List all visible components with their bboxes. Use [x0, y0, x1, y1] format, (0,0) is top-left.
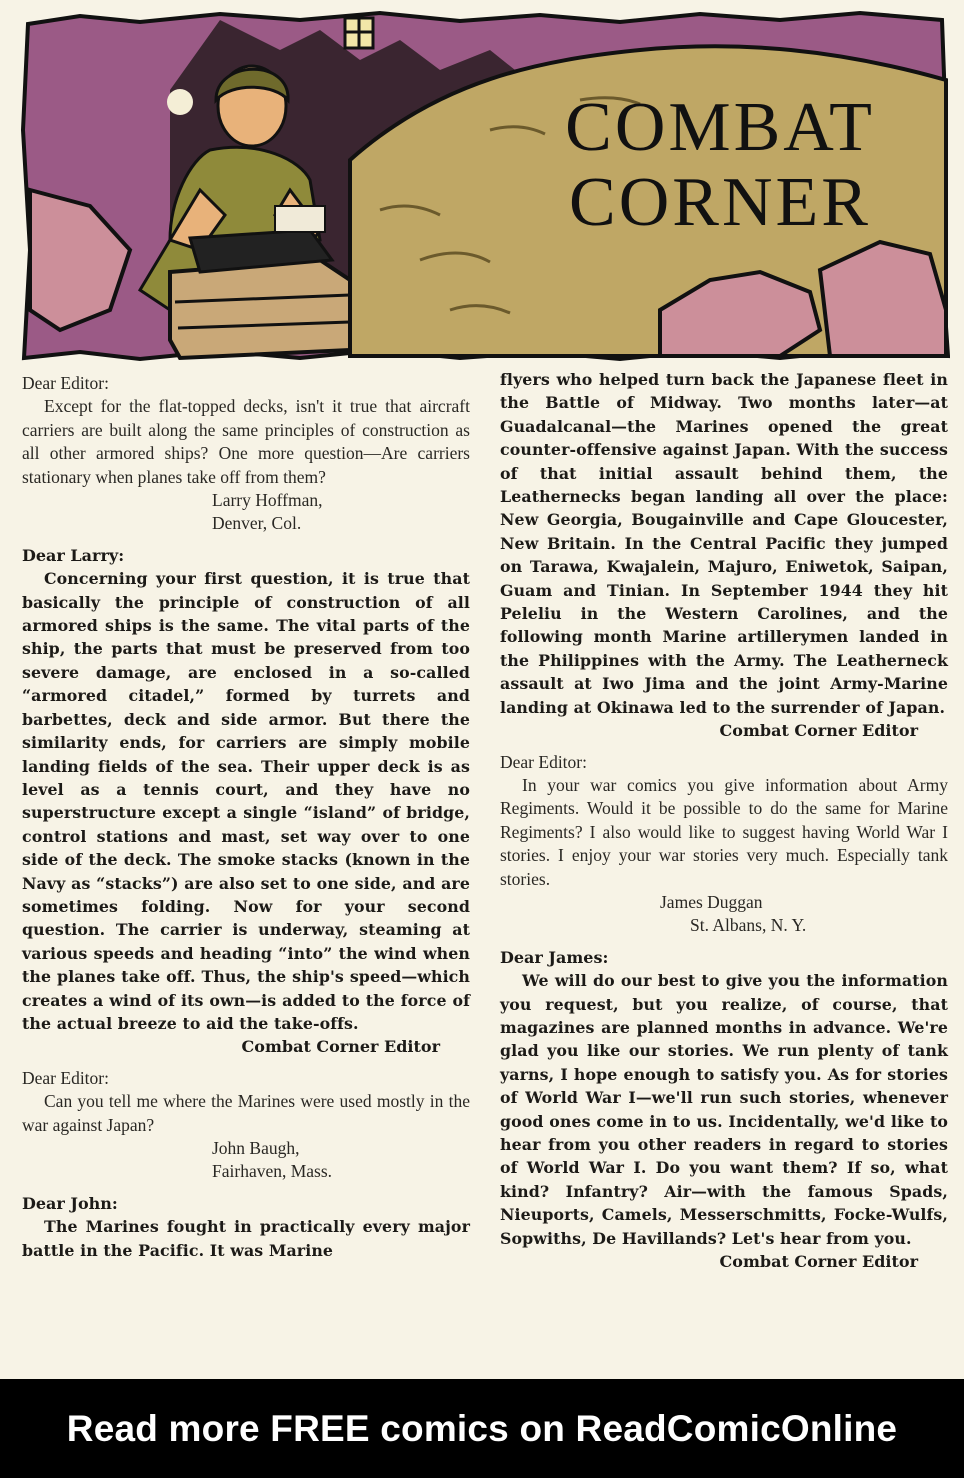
banner-title-line1: COMBAT [565, 89, 875, 166]
footer-link-text[interactable]: Read more FREE comics on ReadComicOnline [66, 1407, 898, 1449]
letter-duggan [500, 751, 948, 938]
letter-hoffman [22, 372, 470, 536]
header-banner [20, 10, 950, 362]
letter-signer-place: St. Albans, N. Y. [690, 915, 807, 936]
reply-body-part1: The Marines fought in practically every major battle in the Pacific. It was Marine [22, 1217, 470, 1260]
reply-salutation: Dear Larry: [22, 545, 125, 565]
letter-salutation: Dear Editor: [22, 1067, 109, 1088]
letter-salutation: Dear Editor: [500, 751, 587, 772]
editor-signature: Combat Corner Editor [719, 1252, 918, 1272]
banner-illustration [20, 10, 950, 362]
reply-john-continued [500, 368, 948, 743]
letter-signer-name: Larry Hoffman, [212, 490, 323, 511]
reply-salutation: Dear James: [500, 947, 609, 967]
paper-shape [275, 206, 325, 232]
editor-signature: Combat Corner Editor [241, 1037, 440, 1057]
letter-salutation: Dear Editor: [22, 373, 109, 393]
letter-signer-name: James Duggan [660, 891, 763, 912]
footer-bar [0, 1379, 964, 1478]
letter-body: Can you tell me where the Marines were used mostly in the war against Japan? [22, 1091, 470, 1135]
right-column [500, 368, 948, 1281]
banner-title-line2: CORNER [569, 164, 871, 241]
reply-body: Concerning your first question, it is true that basically the principle of construction of all armored ships is the same. The vital parts of the ship, the parts that must be preserved from too severe damage, are enclosed in a so-called “armored citadel,” formed by turrets and barbettes, deck and side armor. But there the similarity ends, for carriers are simply mobile landing fields of the sea. Their upper deck is as level as a tennis court, and they have no superstructure except a single “island” of bridge, control stations and mast, set way over to one side of the deck. The smoke stacks (known in the Navy as “stacks”) are also set to one side, and are sometimes folding. Now for your second question. The carrier is underway, steaming at various speeds and heading “into” the wind when the planes take off. Thus, the ship's speed—which creates a wind of its own—is added to the force of the actual breeze to aid the take-offs. [22, 569, 470, 1033]
reply-john-start [22, 1192, 470, 1262]
letter-baugh [22, 1067, 470, 1184]
moon-shape [167, 89, 193, 115]
letter-body: In your war comics you give information about Army Regiments. Would it be possible to do the same for Marine Regiments? I also would like to suggest having World War I stories. I enjoy your war stories very much. Especially tank stories. [500, 774, 948, 889]
reply-salutation: Dear John: [22, 1193, 118, 1213]
reply-larry [22, 544, 470, 1059]
letter-signer-place: Denver, Col. [212, 513, 302, 534]
letter-signer-place: Fairhaven, Mass. [212, 1161, 333, 1182]
rock-shape-2 [820, 242, 946, 356]
reply-body-part2: flyers who helped turn back the Japanese fleet in the Battle of Midway. Two months later—at Guadalcanal—the Marines opened the great counter-offensive against Japan. With the success of that initial assault behind them, the Leathernecks began landing all over the place: New Georgia, Bougainville and Cape Gloucester, New Britain. In the Central Pacific they jumped on Tarawa, Kwajalein, Majuro, Eniwetok, Saipan, Guam and Tinian. In September 1944 they hit Peleliu in the Western Carolines, and the following month Marine artillerymen landed in the Philippines with the Army. The Leatherneck assault at Iwo Jima and the joint Army-Marine landing at Okinawa led to the surrender of Japan. [500, 370, 948, 717]
letter-body: Except for the flat-topped decks, isn't it true that aircraft carriers are built along the same principles of construction as all other armored ships? One more question—Are carriers stationary when planes take off from them? [22, 396, 470, 487]
left-column [22, 368, 470, 1262]
editor-signature: Combat Corner Editor [719, 721, 918, 741]
letter-signer-name: John Baugh, [212, 1138, 300, 1158]
reply-james [500, 946, 948, 1274]
reply-body: We will do our best to give you the information you request, but you realize, of course, that magazines are planned months in advance. We're glad you like our stories. We run plenty of tank yarns, I hope enough to satisfy you. As for stories of World War I—we'll run such stories, whenever good ones come in to us. Incidentally, we'd like to hear from you other readers in regard to stories of World War I. Do you want them? If so, what kind? Infantry? Air—with the famous Spads, Nieuports, Camels, Messerschmitts, Focke-Wulfs, Sopwiths, De Havillands? Let's hear from you. [500, 971, 948, 1248]
